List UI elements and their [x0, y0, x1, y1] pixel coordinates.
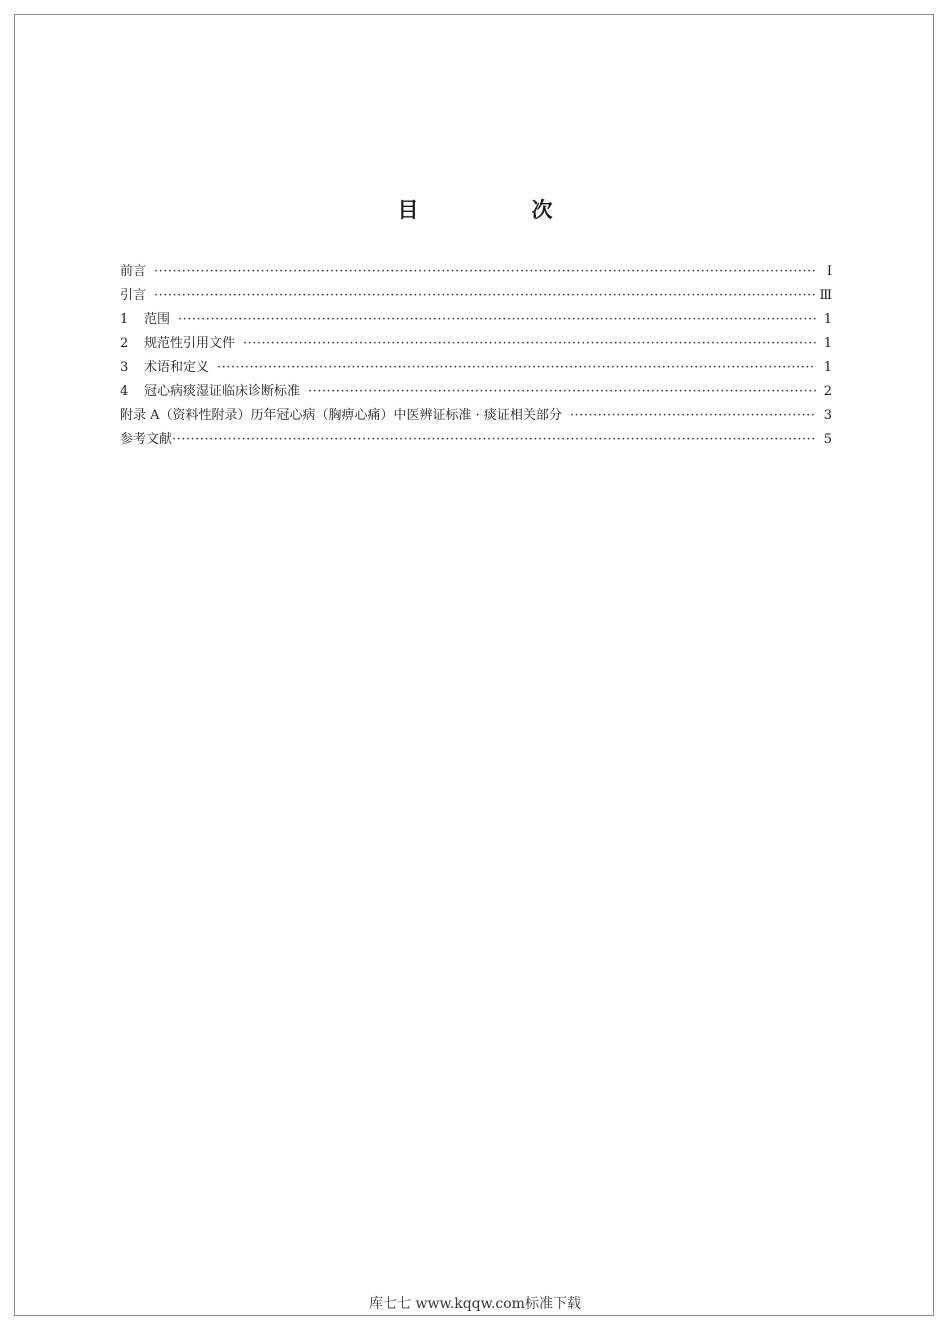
toc-entry-label: 冠心病痰湿证临床诊断标准 — [144, 384, 301, 399]
toc-entry-terms-definitions[interactable] — [120, 356, 832, 380]
toc-entry-label: 规范性引用文件 — [144, 336, 236, 351]
toc-dot-leader — [172, 428, 816, 452]
toc-entry-scope[interactable] — [120, 308, 832, 332]
toc-entry-appendix-a[interactable] — [120, 404, 832, 428]
toc-entry-introduction[interactable] — [120, 284, 832, 308]
toc-entry-label: 引言 — [120, 288, 147, 303]
toc-page-number: 5 — [823, 432, 832, 447]
toc-page-number: Ⅰ — [826, 264, 832, 279]
toc-entry-label: 术语和定义 — [144, 360, 210, 375]
toc-section-number: 2 — [120, 336, 129, 351]
toc-dot-leader — [154, 260, 816, 284]
toc-dot-leader — [570, 404, 816, 428]
toc-entry-label: 范围 — [144, 312, 171, 327]
toc-page-number: 3 — [823, 408, 832, 423]
toc-page-number: 1 — [823, 336, 832, 351]
toc-entry-diagnostic-criteria[interactable] — [120, 380, 832, 404]
toc-dot-leader — [217, 356, 816, 380]
toc-dot-leader — [154, 284, 815, 308]
toc-list — [120, 260, 832, 452]
toc-section-number: 1 — [120, 312, 129, 327]
toc-dot-leader — [243, 332, 816, 356]
toc-section-number: 3 — [120, 360, 129, 375]
toc-entry-normative-references[interactable] — [120, 332, 832, 356]
toc-page-number: Ⅲ — [819, 288, 832, 303]
toc-section-number: 4 — [120, 384, 129, 399]
footer-watermark: 库七七 www.kqqw.com标准下载 — [369, 1296, 581, 1312]
toc-dot-leader — [308, 380, 816, 404]
toc-dot-leader — [178, 308, 816, 332]
toc-entry-label: 附录 A（资料性附录）历年冠心病（胸痹心痛）中医辨证标准 · 痰证相关部分 — [120, 408, 562, 423]
toc-entry-label: 参考文献 — [120, 432, 173, 447]
toc-entry-foreword[interactable] — [120, 260, 832, 284]
toc-title: 目 次 — [397, 198, 599, 222]
toc-page-number: 2 — [823, 384, 832, 399]
toc-entry-label: 前言 — [120, 264, 147, 279]
toc-entry-bibliography[interactable] — [120, 428, 832, 452]
toc-page-number: 1 — [823, 312, 832, 327]
toc-page-number: 1 — [823, 360, 832, 375]
